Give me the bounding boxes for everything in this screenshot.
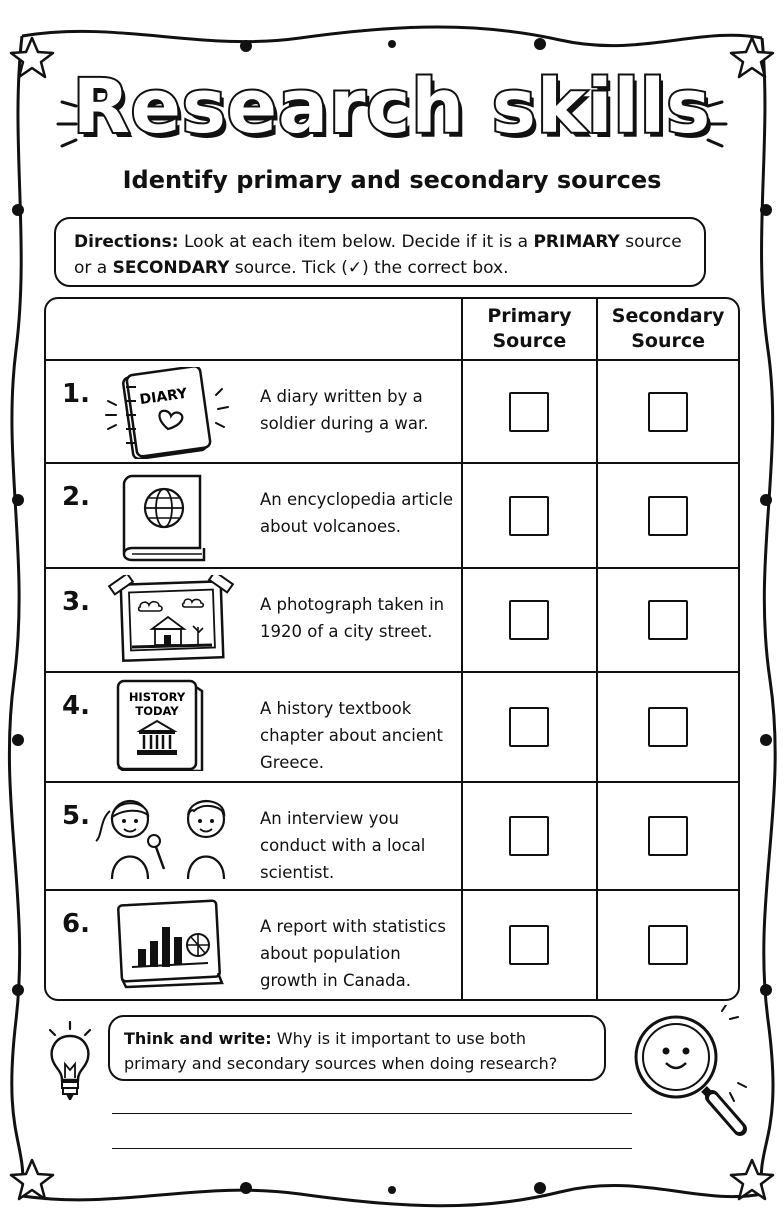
directions-text-1: Look at each item below. Decide if it is a: [178, 232, 534, 252]
primary-checkbox-6[interactable]: [509, 925, 549, 965]
row-description: A diary written by a soldier during a war.: [260, 387, 429, 433]
interview-children-icon: [94, 789, 244, 881]
sources-table: [44, 297, 740, 1001]
directions-text-3: source. Tick (✓) the correct box.: [229, 258, 509, 278]
secondary-checkbox-3[interactable]: [648, 600, 688, 640]
row-number: 6.: [62, 909, 90, 939]
svg-text:DIARY: DIARY: [138, 385, 189, 409]
secondary-word: SECONDARY: [112, 258, 230, 278]
row-description: A report with statistics about population growth in Canada.: [260, 917, 446, 990]
primary-checkbox-2[interactable]: [509, 496, 549, 536]
secondary-checkbox-5[interactable]: [648, 816, 688, 856]
directions-lead: Directions:: [74, 232, 179, 252]
page-subtitle: Identify primary and secondary sources: [122, 166, 662, 194]
primary-source-header: Primary Source: [463, 299, 599, 361]
primary-checkbox-4[interactable]: [509, 707, 549, 747]
think-and-write-box: [108, 1015, 606, 1081]
row-description: A history textbook chapter about ancient Greece.: [260, 699, 443, 772]
table-row: [46, 783, 738, 891]
secondary-source-header: Secondary Source: [598, 299, 738, 361]
secondary-checkbox-2[interactable]: [648, 496, 688, 536]
writing-line-1[interactable]: [112, 1113, 632, 1114]
table-header-row: [46, 299, 738, 361]
star-icon: [731, 1160, 773, 1199]
table-row: [46, 673, 738, 783]
svg-text:TODAY: TODAY: [135, 704, 179, 718]
smiling-magnifying-glass-icon: [630, 1005, 756, 1145]
row-number: 5.: [62, 801, 90, 831]
history-textbook-icon: [104, 679, 254, 771]
svg-text:HISTORY: HISTORY: [128, 690, 186, 704]
secondary-checkbox-6[interactable]: [648, 925, 688, 965]
table-row: [46, 891, 738, 999]
page-title: Research skills: [72, 64, 712, 150]
photograph-icon: [104, 575, 254, 667]
row-description: A photograph taken in 1920 of a city street.: [260, 595, 445, 641]
lightbulb-icon: [38, 1020, 102, 1104]
row-number: 3.: [62, 587, 90, 617]
star-icon: [11, 1160, 53, 1199]
row-description: An interview you conduct with a local scientist.: [260, 809, 426, 882]
encyclopedia-globe-book-icon: [104, 470, 254, 562]
primary-checkbox-5[interactable]: [509, 816, 549, 856]
primary-checkbox-3[interactable]: [509, 600, 549, 640]
statistics-report-icon: [104, 897, 254, 989]
table-row: [46, 569, 738, 673]
directions-box: [54, 217, 706, 287]
row-number: 4.: [62, 691, 90, 721]
row-number: 2.: [62, 482, 90, 512]
row-description: An encyclopedia article about volcanoes.: [260, 490, 453, 536]
think-lead: Think and write:: [124, 1029, 272, 1048]
writing-line-2[interactable]: [112, 1148, 632, 1149]
secondary-checkbox-4[interactable]: [648, 707, 688, 747]
table-row: [46, 361, 738, 464]
row-number: 1.: [62, 379, 90, 409]
secondary-checkbox-1[interactable]: [648, 392, 688, 432]
primary-word: PRIMARY: [533, 232, 620, 252]
diary-icon: [104, 367, 254, 459]
directions-text-2: source or a: [74, 232, 682, 278]
table-row: [46, 464, 738, 569]
blank-header-cell: [46, 299, 463, 361]
think-question: Why is it important to use both primary and secondary sources when doing research?: [124, 1029, 558, 1073]
primary-checkbox-1[interactable]: [509, 392, 549, 432]
